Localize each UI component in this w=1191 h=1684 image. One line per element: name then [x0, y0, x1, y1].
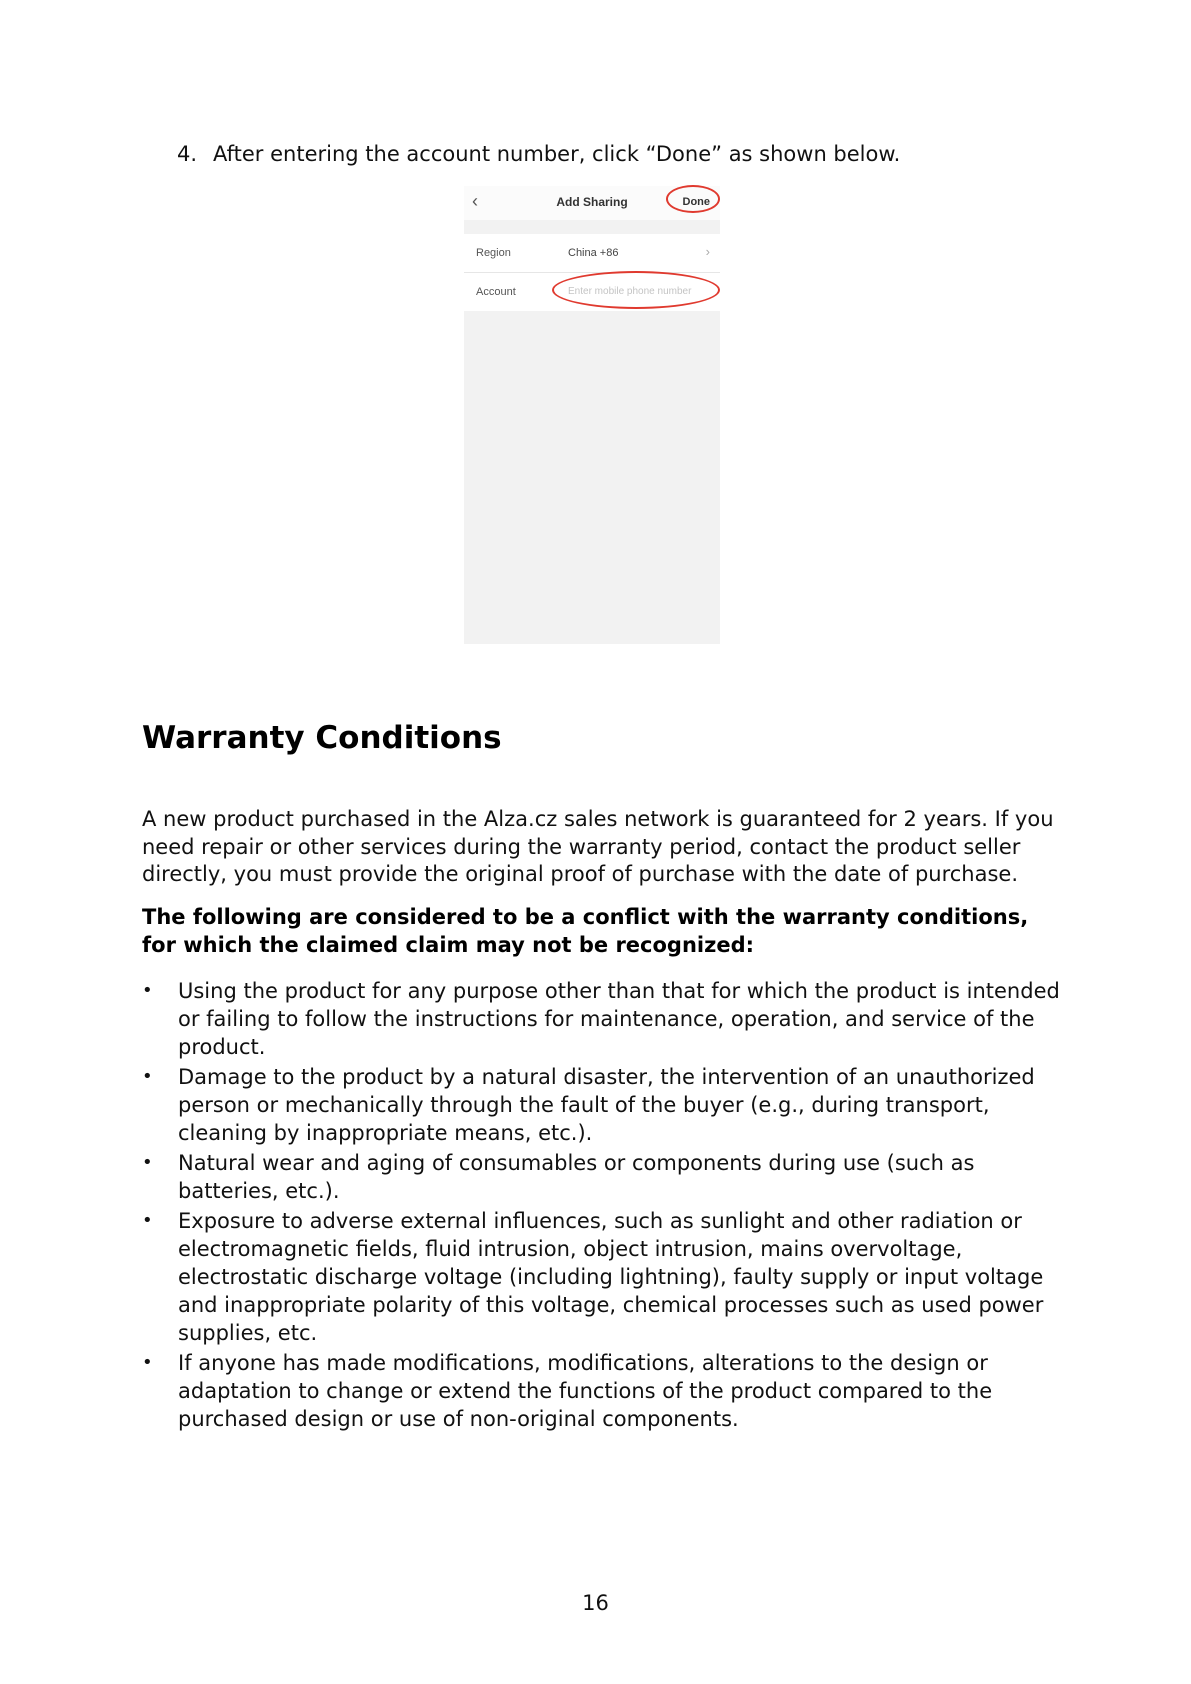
condition-text: Damage to the product by a natural disaster, the intervention of an unauthorized person or mechanically through the fault of the buyer (e.g., during transport, cleaning by inappropriate means, etc.).: [178, 1065, 1035, 1145]
condition-text: Exposure to adverse external influences, such as sunlight and other radiation or electromagnetic fields, fluid intrusion, object intrusion, mains overvoltage, electrostatic discharge voltage (including lightning), faulty supply or input voltage and inappropriate polarity of this voltage, chemical processes such as used power supplies, etc.: [178, 1209, 1044, 1345]
step-text: After entering the account number, click “Done” as shown below.: [213, 142, 901, 166]
condition-text: Natural wear and aging of consumables or components during use (such as batteries, etc.).: [178, 1151, 975, 1203]
condition-text: If anyone has made modifications, modifications, alterations to the design or adaptation to change or extend the functions of the product compared to the purchased design or use of non-original components.: [178, 1351, 993, 1431]
conflict-heading: The following are considered to be a conflict with the warranty conditions, for which the claimed claim may not be recognized:: [142, 905, 1029, 957]
list-item: [142, 1149, 1062, 1205]
list-item: [142, 1207, 1062, 1347]
app-title: Add Sharing: [556, 195, 628, 209]
app-header: [464, 186, 720, 220]
list-item: [142, 977, 1062, 1061]
done-button[interactable]: Done: [682, 196, 710, 208]
region-label: Region: [476, 247, 511, 259]
condition-text: Using the product for any purpose other than that for which the product is intended or failing to follow the instructions for maintenance, operation, and service of the product.: [178, 979, 1060, 1059]
conditions-list: [142, 977, 1062, 1433]
list-item: [142, 1349, 1062, 1433]
account-label: Account: [476, 286, 516, 298]
step-instruction: [177, 140, 900, 168]
chevron-left-icon[interactable]: ‹: [472, 191, 478, 211]
account-row: [464, 273, 720, 311]
warranty-heading: Warranty Conditions: [142, 720, 502, 756]
bullet-icon: •: [142, 1352, 153, 1373]
bullet-icon: •: [142, 1152, 153, 1173]
page-number: 16: [582, 1591, 609, 1615]
bullet-icon: •: [142, 980, 153, 1001]
bullet-icon: •: [142, 1066, 153, 1087]
account-input[interactable]: Enter mobile phone number: [568, 286, 692, 297]
bullet-icon: •: [142, 1210, 153, 1231]
region-row[interactable]: [464, 234, 720, 272]
list-item: [142, 1063, 1062, 1147]
warranty-intro: A new product purchased in the Alza.cz sales network is guaranteed for 2 years. If you need repair or other services during the warranty period, contact the product seller directly, you must provide the original proof of purchase with the date of purchase.: [142, 807, 1054, 886]
chevron-right-icon: ›: [705, 244, 710, 259]
region-value: China +86: [568, 247, 619, 259]
app-screenshot: [464, 186, 720, 644]
step-number: 4.: [177, 142, 198, 166]
